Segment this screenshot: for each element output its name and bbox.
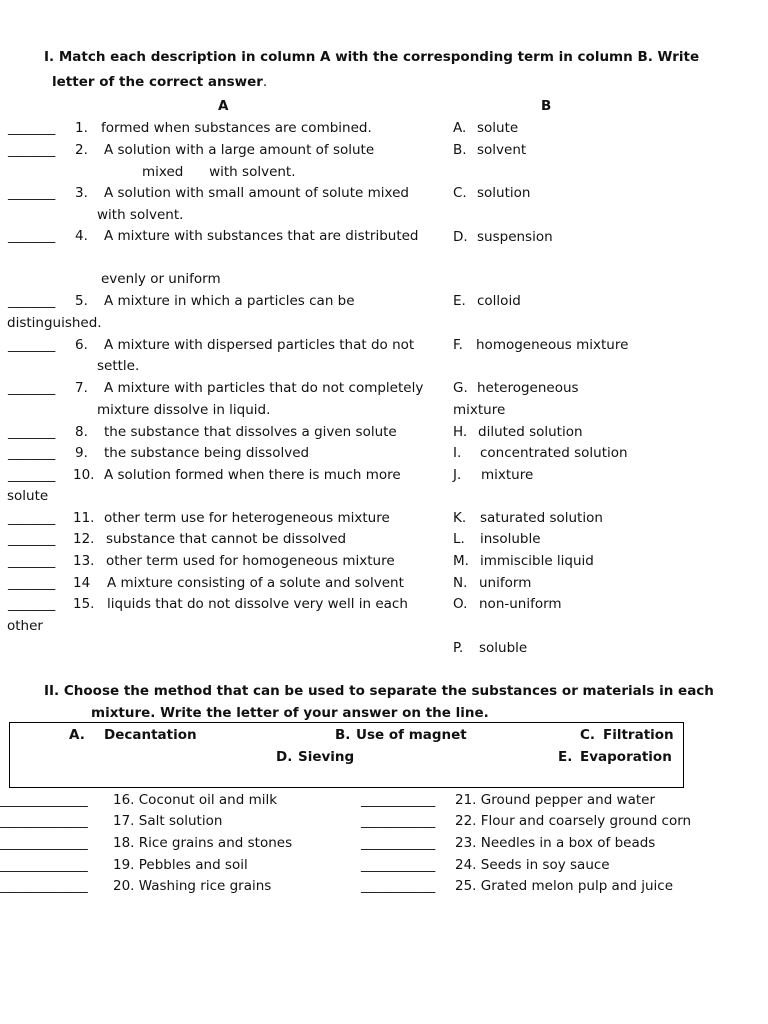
term-text: colloid [477, 293, 521, 309]
separation-item: 16. Coconut oil and milk [113, 792, 278, 808]
term-text: homogeneous mixture [476, 337, 629, 353]
term-letter: L. [453, 531, 465, 547]
item-description: A mixture with dispersed particles that do not [104, 337, 415, 353]
separation-item: 20. Washing rice grains [113, 878, 272, 894]
item-description-cont: settle. [97, 358, 140, 374]
item-number: 6. [75, 337, 88, 353]
answer-blank[interactable]: _______ [8, 120, 56, 136]
separation-item: 25. Grated melon pulp and juice [455, 878, 674, 894]
item-number: 5. [75, 293, 88, 309]
answer-blank[interactable]: _______ [8, 467, 56, 483]
item-description: A mixture with substances that are distributed [104, 228, 419, 244]
term-text: soluble [479, 640, 528, 656]
term-text: non-uniform [479, 596, 562, 612]
part1-instruction-line1: I. Match each description in column A with the corresponding term in column B. Write [44, 49, 700, 65]
term-letter: G. [453, 380, 468, 396]
item-number: 14 [73, 575, 91, 591]
term-text: insoluble [480, 531, 541, 547]
term-letter: B. [453, 142, 467, 158]
answer-blank[interactable]: _______ [8, 510, 56, 526]
item-description: liquids that do not dissolve very well in each [107, 596, 408, 612]
item-description: other term used for homogeneous mixture [106, 553, 395, 569]
item-description-cont: distinguished. [7, 315, 102, 331]
column-b-header: B [541, 98, 552, 114]
term-text-cont: mixture [453, 402, 506, 418]
item-description: A mixture consisting of a solute and solvent [107, 575, 404, 591]
answer-blank[interactable]: _______ [8, 596, 56, 612]
item-description: the substance being dissolved [104, 445, 310, 461]
item-number: 3. [75, 185, 88, 201]
item-number: 15. [73, 596, 95, 612]
term-text: solvent [477, 142, 527, 158]
separation-item: 24. Seeds in soy sauce [455, 857, 610, 873]
answer-blank[interactable]: _______ [8, 380, 56, 396]
separation-item: 21. Ground pepper and water [455, 792, 656, 808]
item-number: 13. [73, 553, 95, 569]
term-text: uniform [479, 575, 532, 591]
term-letter: M. [453, 553, 469, 569]
method-text: Use of magnet [356, 727, 467, 743]
term-text: diluted solution [478, 424, 583, 440]
term-text: heterogeneous [477, 380, 579, 396]
term-letter: E. [453, 293, 466, 309]
answer-blank[interactable]: _______ [8, 228, 56, 244]
item-number: 8. [75, 424, 88, 440]
term-letter: F. [453, 337, 463, 353]
term-letter: C. [453, 185, 467, 201]
item-number: 2. [75, 142, 88, 158]
item-description: A solution with a large amount of solute [104, 142, 375, 158]
item-description: A mixture in which a particles can be [104, 293, 355, 309]
part2-instruction-line2: mixture. Write the letter of your answer on the line. [91, 705, 489, 721]
part1-instruction-bold: letter of the correct answer [52, 74, 263, 90]
method-text: Sieving [298, 749, 355, 765]
item-description: the substance that dissolves a given solute [104, 424, 397, 440]
method-text: Filtration [603, 727, 674, 743]
item-description-cont: with solvent. [97, 207, 184, 223]
term-letter: D. [453, 229, 468, 245]
answer-blank[interactable]: _____________ [0, 857, 88, 873]
term-text: suspension [477, 229, 553, 245]
term-letter: A. [453, 120, 467, 136]
item-description: substance that cannot be dissolved [106, 531, 347, 547]
item-description: formed when substances are combined. [101, 120, 372, 136]
separation-item: 23. Needles in a box of beads [455, 835, 656, 851]
item-number: 10. [73, 467, 95, 483]
method-letter: C. [580, 727, 596, 743]
part1-instruction-end: . [262, 74, 268, 90]
term-text: solute [477, 120, 519, 136]
answer-blank[interactable]: _______ [8, 553, 56, 569]
item-description-cont: mixed with solvent. [142, 164, 296, 180]
separation-item: 18. Rice grains and stones [113, 835, 293, 851]
answer-blank[interactable]: _______ [8, 424, 56, 440]
item-number: 7. [75, 380, 88, 396]
term-letter: K. [453, 510, 467, 526]
answer-blank[interactable]: _______ [8, 445, 56, 461]
method-letter: A. [69, 727, 85, 743]
item-number: 11. [73, 510, 95, 526]
separation-item: 17. Salt solution [113, 813, 223, 829]
term-letter: I. [453, 445, 462, 461]
answer-blank[interactable]: _______ [8, 575, 56, 591]
item-description: other term use for heterogeneous mixture [104, 510, 390, 526]
answer-blank[interactable]: _____________ [0, 792, 88, 808]
item-description-cont: evenly or uniform [101, 271, 221, 287]
term-text: mixture [481, 467, 534, 483]
answer-blank[interactable]: _______ [8, 337, 56, 353]
answer-blank[interactable]: _____________ [0, 813, 88, 829]
part1-instruction-line2 [52, 74, 267, 91]
method-text: Decantation [104, 727, 197, 743]
term-text: saturated solution [480, 510, 603, 526]
answer-blank[interactable]: ___________ [361, 835, 436, 851]
term-letter: O. [453, 596, 468, 612]
answer-blank[interactable]: _______ [8, 531, 56, 547]
answer-blank[interactable]: _____________ [0, 835, 88, 851]
term-text: solution [477, 185, 531, 201]
answer-blank[interactable]: _____________ [0, 878, 88, 894]
item-description-cont: other [7, 618, 43, 634]
part2-instruction-line1: II. Choose the method that can be used to separate the substances or materials in each [44, 683, 714, 699]
item-number: 4. [75, 228, 88, 244]
answer-blank[interactable]: _______ [8, 185, 56, 201]
term-text: concentrated solution [480, 445, 628, 461]
answer-blank[interactable]: _______ [8, 293, 56, 309]
item-description: A solution with small amount of solute mixed [104, 185, 409, 201]
term-letter: N. [453, 575, 468, 591]
item-description-cont: mixture dissolve in liquid. [97, 402, 271, 418]
item-description: A mixture with particles that do not completely [104, 380, 424, 396]
item-number: 1. [75, 120, 88, 136]
method-letter: D. [276, 749, 293, 765]
separation-item: 19. Pebbles and soil [113, 857, 248, 873]
answer-blank[interactable]: ___________ [361, 813, 436, 829]
item-number: 12. [73, 531, 95, 547]
separation-item: 22. Flour and coarsely ground corn [455, 813, 692, 829]
method-text: Evaporation [580, 749, 672, 765]
term-letter: H. [453, 424, 468, 440]
item-description-cont: solute [7, 488, 49, 504]
answer-blank[interactable]: ___________ [361, 878, 436, 894]
term-letter: P. [453, 640, 464, 656]
item-number: 9. [75, 445, 88, 461]
method-letter: B. [335, 727, 351, 743]
term-text: immiscible liquid [480, 553, 594, 569]
item-description: A solution formed when there is much more [104, 467, 401, 483]
answer-blank[interactable]: ___________ [361, 792, 436, 808]
answer-blank[interactable]: ___________ [361, 857, 436, 873]
column-a-header: A [218, 98, 229, 114]
answer-blank[interactable]: _______ [8, 142, 56, 158]
method-letter: E. [558, 749, 573, 765]
term-letter: J. [453, 467, 462, 483]
